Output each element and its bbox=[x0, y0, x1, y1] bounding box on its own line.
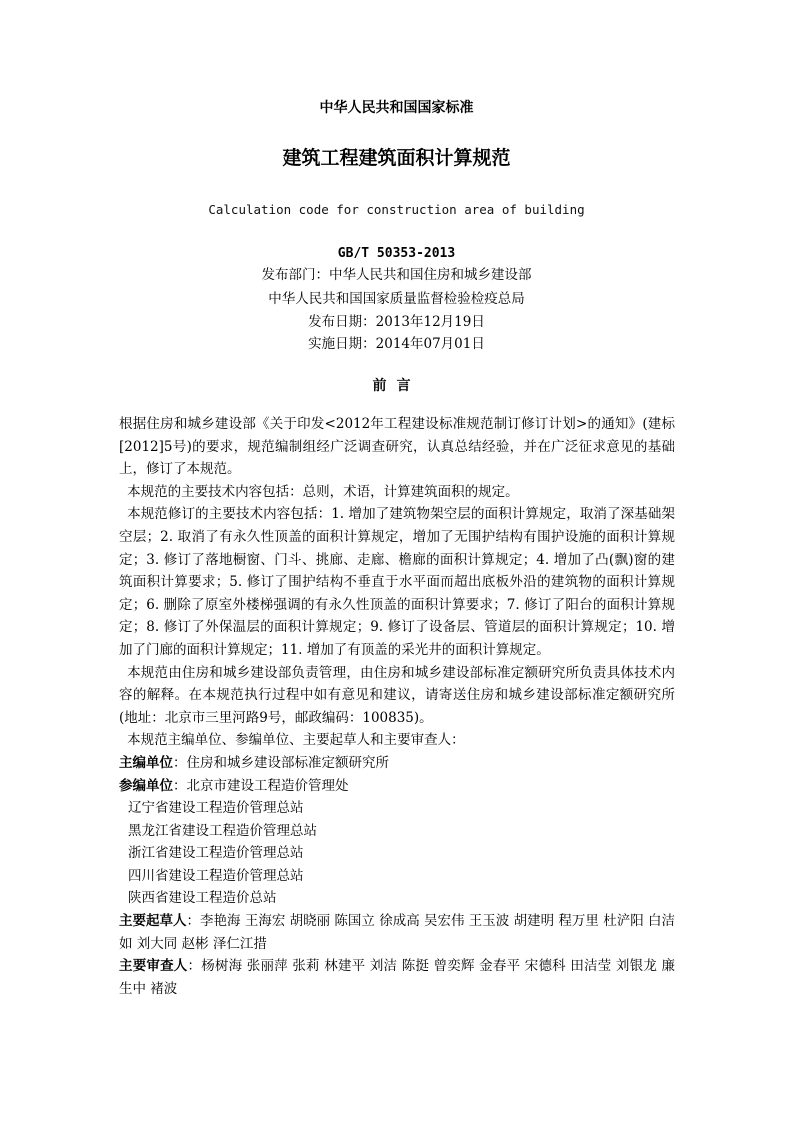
preface-heading: 前言 bbox=[372, 378, 421, 394]
chief-unit-value: ：住房和城乡建设部标准定额研究所 bbox=[173, 754, 389, 771]
preface-body bbox=[119, 413, 675, 1000]
reviewers-value: ：杨树海 张丽萍 张莉 林建平 刘洁 陈挺 曾奕辉 金春平 宋德科 田洁莹 刘银龙 廉生中 褚波 bbox=[119, 958, 676, 997]
english-title: Calculation code for construction area of building bbox=[208, 202, 585, 217]
issuer-line-2: 中华人民共和国国家质量监督检验检疫总局 bbox=[268, 291, 525, 307]
participating-unit-item: 四川省建设工程造价管理总站 bbox=[128, 867, 304, 884]
chief-unit-line bbox=[119, 752, 675, 775]
drafters-paragraph bbox=[119, 910, 675, 955]
participating-unit-item: 辽宁省建设工程造价管理总站 bbox=[128, 800, 304, 817]
standard-type-heading: 中华人民共和国国家标准 bbox=[319, 100, 474, 116]
preface-paragraph: 本规范主编单位、参编单位、主要起草人和主要审查人： bbox=[127, 732, 465, 749]
preface-paragraph: 本规范由住房和城乡建设部负责管理，由住房和城乡建设部标准定额研究所负责具体技术内容的解释。在本规范执行过程中如有意见和建议，请寄送住房和城乡建设部标准定额研究所(地址：北京市三里河路9号，邮政编码：100835)。 bbox=[119, 664, 675, 726]
participating-unit-item: 黑龙江省建设工程造价管理总站 bbox=[128, 822, 317, 839]
issue-date: 发布日期：2013年12月19日 bbox=[308, 314, 485, 330]
issuer-line-1: 发布部门：中华人民共和国住房和城乡建设部 bbox=[261, 267, 532, 283]
preface-paragraph: 本规范的主要技术内容包括：总则，术语，计算建筑面积的规定。 bbox=[127, 483, 519, 500]
reviewers-paragraph bbox=[119, 955, 675, 1000]
participating-unit-line bbox=[119, 775, 675, 798]
preface-paragraph: 本规范修订的主要技术内容包括：1. 增加了建筑物架空层的面积计算规定，取消了深基础架空层；2. 取消了有永久性顶盖的面积计算规定，增加了无围护结构有围护设施的面积计算规定；3. 修订了落地橱窗、门斗、挑廊、走廊、檐廊的面积计算规定；4. 增加了凸(飘)窗的建筑面积计算要求；5. 修订了围护结构不垂直于水平面而超出底板外沿的建筑物的面积计算规定；6. 删除了原室外楼梯强调的有永久性顶盖的面积计算要求；7. 修订了阳台的面积计算规定；8. 修订了外保温层的面积计算规定；9. 修订了设备层、管道层的面积计算规定；10. 增加了门廊的面积计算规定；11. 增加了有顶盖的采光井的面积计算规定。 bbox=[119, 506, 675, 658]
participating-unit-label: 参编单位 bbox=[119, 777, 173, 794]
reviewers-label: 主要审查人 bbox=[119, 958, 188, 975]
drafters-value: ：李艳海 王海宏 胡晓丽 陈国立 徐成高 吴宏伟 王玉波 胡建明 程万里 杜浐阳 白洁如 刘大同 赵彬 泽仁江措 bbox=[119, 913, 675, 952]
document-title: 建筑工程建筑面积计算规范 bbox=[282, 147, 511, 169]
participating-unit-value: ：北京市建设工程造价管理处 bbox=[173, 777, 349, 794]
participating-unit-item: 陕西省建设工程造价总站 bbox=[128, 890, 277, 907]
preface-paragraph: 根据住房和城乡建设部《关于印发<2012年工程建设标准规范制订修订计划>的通知》(建标[2012]5号)的要求，规范编制组经广泛调查研究，认真总结经验，并在广泛征求意见的基础上，修订了本规范。 bbox=[119, 416, 675, 478]
standard-code: GB/T 50353-2013 bbox=[337, 246, 456, 261]
drafters-label: 主要起草人 bbox=[119, 913, 187, 930]
chief-unit-label: 主编单位 bbox=[119, 754, 173, 771]
effective-date: 实施日期：2014年07月01日 bbox=[308, 336, 485, 352]
participating-unit-item: 浙江省建设工程造价管理总站 bbox=[128, 845, 304, 862]
